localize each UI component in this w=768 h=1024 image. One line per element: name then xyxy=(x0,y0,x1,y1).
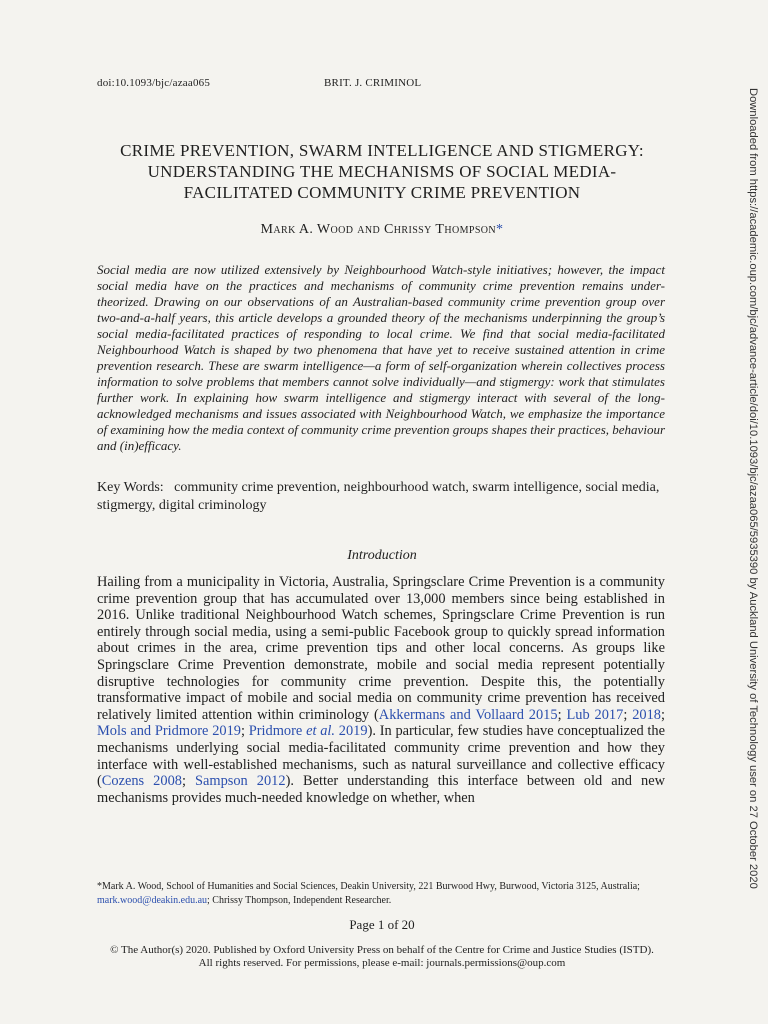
download-watermark: Downloaded from https://academic.oup.com/bjc/advance-article/doi/10.1093/bjc/azaa065/5935390 by Auckland University of Technology user on 27 October 2020 xyxy=(747,88,759,889)
separator: ; xyxy=(623,706,633,723)
body-text-segment: ). Better understanding this interface between old and new mechanisms provides much-needed knowledge on whether, when xyxy=(97,773,665,806)
separator: ; xyxy=(181,773,195,790)
citation-link[interactable]: Akkermans and Vollaard 2015 xyxy=(378,706,558,723)
body-paragraph xyxy=(97,574,665,806)
body-text-segment: ). In particular, few studies have conceptualized the mechanisms underlying social media-facilitated community crime prevention and how they interface with well-established mechanisms, such as natural surveillance and collective efficacy ( xyxy=(97,723,665,790)
author-footnote xyxy=(97,880,667,907)
keywords xyxy=(97,479,665,515)
doi-label: doi:10.1093/bjc/azaa065 xyxy=(97,77,211,89)
article-title: CRIME PREVENTION, SWARM INTELLIGENCE AND STIGMERGY: UNDERSTANDING THE MECHANISMS OF SOCIAL MEDIA-FACILITATED COMMUNITY CRIME PREVENTION xyxy=(120,141,644,202)
author-line xyxy=(97,222,667,238)
citation-link[interactable]: 2018 xyxy=(632,706,661,723)
copyright-line: © The Author(s) 2020. Published by Oxford University Press on behalf of the Centre for Crime and Justice Studies (ISTD). xyxy=(110,944,654,956)
footnote-text: ; Chrissy Thompson, Independent Researcher. xyxy=(207,894,392,906)
citation-link[interactable] xyxy=(249,723,368,739)
author-footnote-link[interactable]: * xyxy=(496,222,504,237)
separator: ; xyxy=(240,723,249,740)
copyright-notice xyxy=(80,944,684,970)
keywords-text: community crime prevention, neighbourhood watch, swarm intelligence, social media, stigmergy, digital criminology xyxy=(97,480,660,513)
separator: ; xyxy=(557,706,567,723)
abstract: Social media are now utilized extensively by Neighbourhood Watch-style initiatives; however, the impact social media have on the practices and mechanisms of community crime prevention remains under-theorized. Drawing on our observations of an Australian-based community crime prevention group over two-and-a-half years, this article develops a grounded theory of the mechanisms underpinning the group’s social media-facilitated practices of responding to local crime. We find that social media-facilitated Neighbourhood Watch is shaped by two phenomena that have yet to receive sustained attention in crime prevention research. These are swarm intelligence—a form of self-organization wherein collectives process information to solve problems that members cannot solve individually—and stigmergy: work that stimulates further work. In explaining how swarm intelligence and stigmergy interact with several of the long-acknowledged mechanisms and issues associated with Neighbourhood Watch, we emphasize the importance of examining how the media context of community crime prevention groups shapes their practices, behaviour and (in)efficacy. xyxy=(97,262,665,453)
email-link[interactable]: mark.wood@deakin.edu.au xyxy=(97,894,208,906)
footnote-text: *Mark A. Wood, School of Humanities and Social Sciences, Deakin University, 221 Burwood Hwy, Burwood, Victoria 3125, Australia; xyxy=(97,881,640,892)
keywords-label: Key Words: xyxy=(97,480,164,495)
citation-part: 2019 xyxy=(335,723,368,740)
citation-part: Pridmore xyxy=(248,723,307,740)
citation-link[interactable]: Sampson 2012 xyxy=(194,773,286,790)
page-number: Page 1 of 20 xyxy=(349,917,415,932)
body-text-segment: Hailing from a municipality in Victoria, Australia, Springsclare Crime Prevention is a community crime prevention group that has accumulated over 13,000 members since being established in 2016. Unlike traditional Neighbourhood Watch schemes, Springsclare Crime Prevention is run entirely through social media, using a semi-public Facebook group to quickly spread information about crimes in the area, crime prevention tips and other local concerns. As groups like Springsclare Crime Prevention demonstrate, mobile and social media represent potentially disruptive technologies for community crime prevention. Despite this, the potentially transformative impact of mobile and social media on community crime prevention has received relatively limited attention within criminology ( xyxy=(97,574,665,723)
separator: ; xyxy=(661,706,665,723)
journal-name: BRIT. J. CRIMINOL xyxy=(324,77,422,89)
permissions-line: All rights reserved. For permissions, please e-mail: journals.permissions@oup.com xyxy=(198,957,566,969)
section-title: Introduction xyxy=(347,548,417,563)
citation-link[interactable]: Mols and Pridmore 2019 xyxy=(97,723,241,740)
citation-part: et al. xyxy=(306,723,336,740)
author-names: Mark A. Wood and Chrissy Thompson xyxy=(260,222,497,237)
citation-link[interactable]: Cozens 2008 xyxy=(101,773,182,790)
citation-link[interactable]: Lub 2017 xyxy=(566,706,624,723)
